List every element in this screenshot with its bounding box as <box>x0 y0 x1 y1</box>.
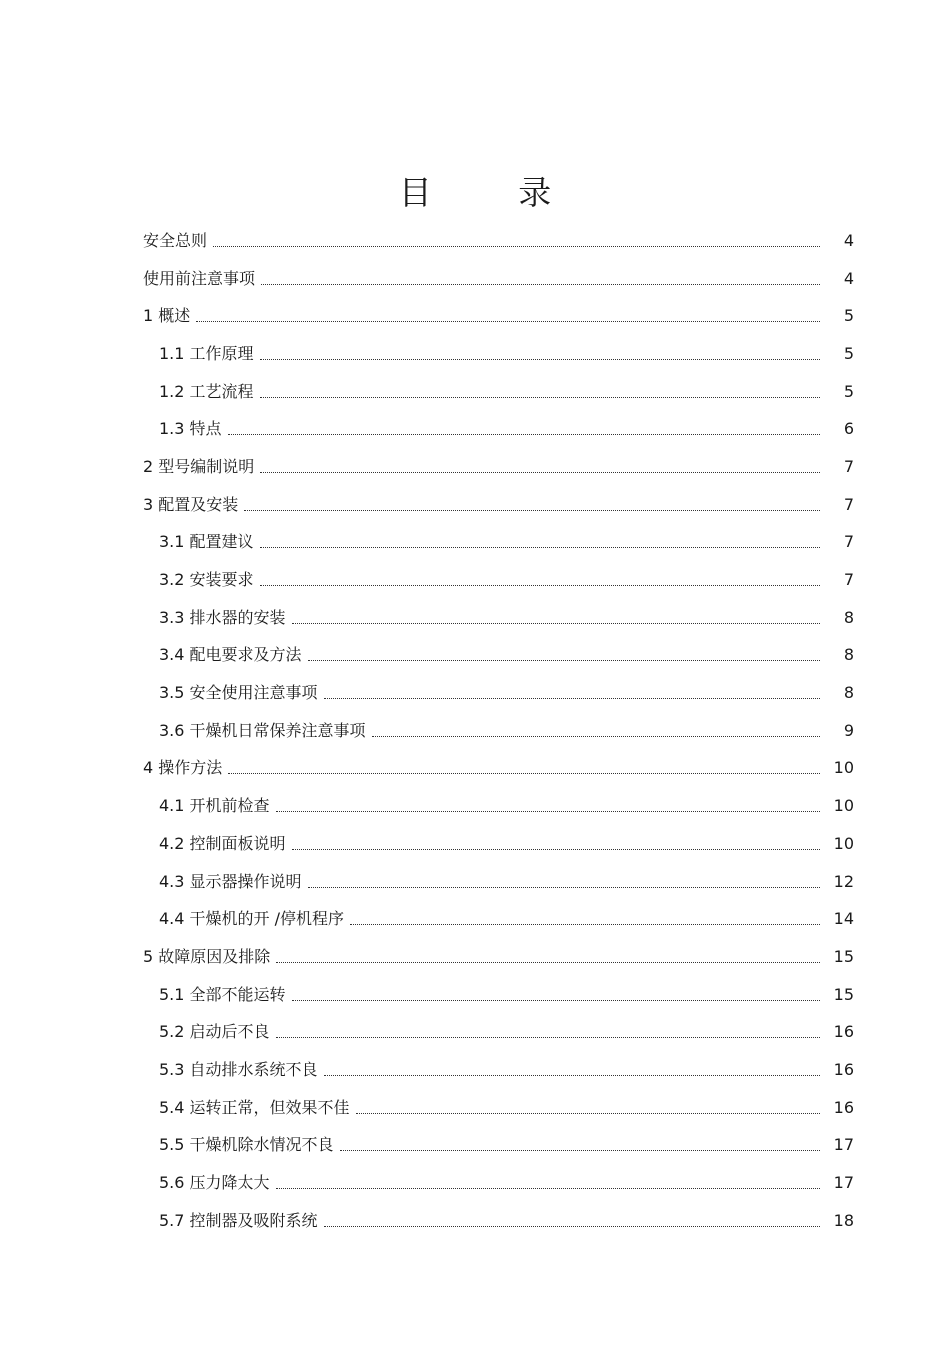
toc-dot-leader <box>340 1149 820 1151</box>
toc-page-number: 4 <box>843 268 854 288</box>
toc-page-number: 14 <box>833 909 854 929</box>
toc-page-number: 7 <box>843 532 854 552</box>
toc-entry[interactable] <box>0 486 950 524</box>
toc-entry[interactable] <box>0 712 950 750</box>
toc-entry[interactable] <box>0 297 950 335</box>
toc-page-number: 6 <box>843 419 854 439</box>
toc-entry[interactable] <box>0 1127 950 1165</box>
toc-page-number: 10 <box>833 833 854 853</box>
toc-dot-leader <box>213 245 820 247</box>
toc-entry-label: 1 概述 <box>143 306 191 326</box>
toc-entry-label: 3.6 干燥机日常保养注意事项 <box>159 720 366 740</box>
toc-entry[interactable] <box>0 787 950 825</box>
toc-entry-label: 5.1 全部不能运转 <box>159 984 286 1004</box>
toc-entry-label: 5 故障原因及排除 <box>143 946 271 966</box>
toc-dot-leader <box>244 509 820 511</box>
toc-page-number: 8 <box>843 645 854 665</box>
toc-dot-leader <box>260 396 820 398</box>
toc-entry-label: 3.1 配置建议 <box>159 532 254 552</box>
toc-dot-leader <box>356 1112 820 1114</box>
toc-entry[interactable] <box>0 335 950 373</box>
toc-entry-label: 4.4 干燥机的开 /停机程序 <box>159 909 345 929</box>
toc-page-number: 5 <box>843 381 854 401</box>
toc-page-number: 15 <box>833 946 854 966</box>
toc-entry-label: 1.3 特点 <box>159 419 222 439</box>
toc-entry[interactable] <box>0 938 950 976</box>
toc-page-number: 9 <box>843 720 854 740</box>
toc-dot-leader <box>260 358 820 360</box>
toc-page-number: 18 <box>833 1210 854 1230</box>
toc-dot-leader <box>228 433 820 435</box>
toc-entry-label: 3.5 安全使用注意事项 <box>159 683 318 703</box>
toc-page-number: 17 <box>833 1173 854 1193</box>
toc-page-number: 7 <box>843 494 854 514</box>
toc-page-number: 5 <box>843 343 854 363</box>
toc-dot-leader <box>324 1074 820 1076</box>
toc-entry-label: 5.4 运转正常，但效果不佳 <box>159 1097 350 1117</box>
toc-entry-label: 4.3 显示器操作说明 <box>159 871 302 891</box>
toc-entry-label: 2 型号编制说明 <box>143 456 255 476</box>
toc-entry[interactable] <box>0 260 950 298</box>
toc-entry-label: 3.2 安装要求 <box>159 570 254 590</box>
toc-page-number: 5 <box>843 306 854 326</box>
toc-entry[interactable] <box>0 1013 950 1051</box>
toc-dot-leader <box>276 1187 820 1189</box>
toc-entry[interactable] <box>0 599 950 637</box>
toc-dot-leader <box>350 923 820 925</box>
toc-entry-label: 5.7 控制器及吸附系统 <box>159 1210 318 1230</box>
page-title: 目 录 <box>398 173 590 212</box>
toc-page-number: 7 <box>843 456 854 476</box>
toc-dot-leader <box>292 622 820 624</box>
toc-entry[interactable] <box>0 1051 950 1089</box>
toc-entry-label: 5.2 启动后不良 <box>159 1022 270 1042</box>
toc-page-number: 15 <box>833 984 854 1004</box>
table-of-contents <box>0 222 950 1240</box>
toc-dot-leader <box>292 848 820 850</box>
toc-entry[interactable] <box>0 1164 950 1202</box>
toc-dot-leader <box>324 1225 820 1227</box>
toc-entry-label: 4 操作方法 <box>143 758 223 778</box>
toc-dot-leader <box>276 1036 820 1038</box>
toc-dot-leader <box>228 772 820 774</box>
toc-page-number: 8 <box>843 607 854 627</box>
toc-dot-leader <box>196 320 820 322</box>
toc-entry-label: 1.1 工作原理 <box>159 343 254 363</box>
toc-entry[interactable] <box>0 976 950 1014</box>
toc-entry[interactable] <box>0 448 950 486</box>
toc-entry[interactable] <box>0 1089 950 1127</box>
toc-page-number: 8 <box>843 683 854 703</box>
toc-page-number: 16 <box>833 1059 854 1079</box>
toc-entry-label: 3.4 配电要求及方法 <box>159 645 302 665</box>
toc-entry[interactable] <box>0 900 950 938</box>
toc-dot-leader <box>261 283 820 285</box>
toc-page-number: 16 <box>833 1022 854 1042</box>
toc-dot-leader <box>276 961 820 963</box>
toc-page-number: 17 <box>833 1135 854 1155</box>
toc-dot-leader <box>308 659 820 661</box>
toc-dot-leader <box>372 735 820 737</box>
toc-entry[interactable] <box>0 373 950 411</box>
toc-page-number: 12 <box>833 871 854 891</box>
toc-dot-leader <box>260 584 820 586</box>
toc-entry-label: 3 配置及安装 <box>143 494 239 514</box>
toc-entry-label: 5.6 压力降太大 <box>159 1173 270 1193</box>
toc-page-number: 10 <box>833 758 854 778</box>
toc-page-number: 4 <box>843 230 854 250</box>
toc-entry[interactable] <box>0 561 950 599</box>
toc-entry[interactable] <box>0 524 950 562</box>
toc-entry[interactable] <box>0 863 950 901</box>
toc-page-number: 10 <box>833 796 854 816</box>
toc-entry[interactable] <box>0 750 950 788</box>
toc-dot-leader <box>292 999 820 1001</box>
toc-entry-label: 5.3 自动排水系统不良 <box>159 1059 318 1079</box>
toc-entry-label: 安全总则 <box>143 230 208 250</box>
toc-entry[interactable] <box>0 637 950 675</box>
toc-entry[interactable] <box>0 674 950 712</box>
toc-dot-leader <box>276 810 820 812</box>
toc-entry-label: 使用前注意事项 <box>143 268 256 288</box>
toc-page-number: 16 <box>833 1097 854 1117</box>
toc-entry[interactable] <box>0 1202 950 1240</box>
toc-entry-label: 5.5 干燥机除水情况不良 <box>159 1135 334 1155</box>
toc-dot-leader <box>260 471 820 473</box>
toc-entry[interactable] <box>0 825 950 863</box>
toc-entry-label: 4.1 开机前检查 <box>159 796 270 816</box>
toc-entry[interactable] <box>0 410 950 448</box>
toc-entry[interactable] <box>0 222 950 260</box>
toc-dot-leader <box>308 886 820 888</box>
toc-entry-label: 1.2 工艺流程 <box>159 381 254 401</box>
toc-dot-leader <box>260 546 820 548</box>
toc-dot-leader <box>324 697 820 699</box>
toc-entry-label: 3.3 排水器的安装 <box>159 607 286 627</box>
toc-page-number: 7 <box>843 570 854 590</box>
toc-entry-label: 4.2 控制面板说明 <box>159 833 286 853</box>
